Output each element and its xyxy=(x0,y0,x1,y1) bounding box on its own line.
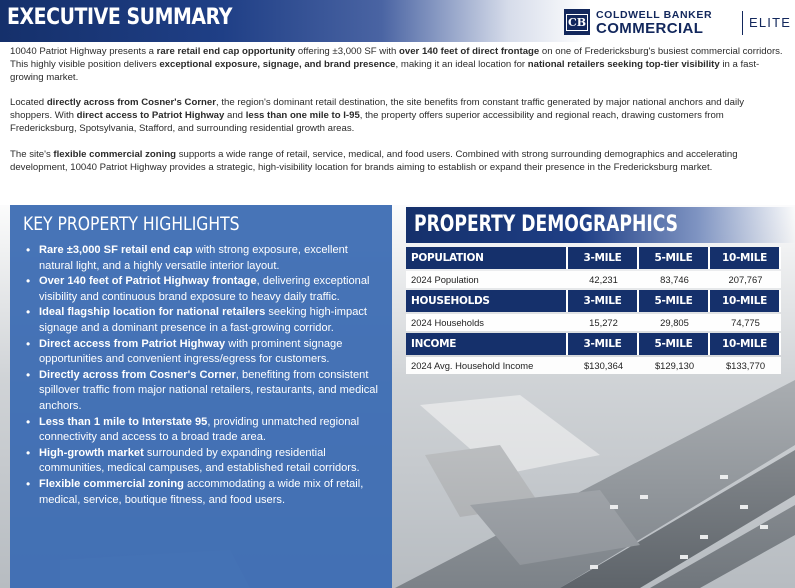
logo-line1: COLDWELL BANKER xyxy=(596,9,713,21)
company-logo xyxy=(564,9,790,37)
demographics-section-heading: INCOME xyxy=(406,333,566,355)
demographics-column-header: 5-MILE xyxy=(639,333,708,355)
demographics-column-header: 3-MILE xyxy=(568,290,637,312)
logo-mark-text: CB xyxy=(567,15,587,29)
intro-bold-text: national retailers seeking top-tier visibility xyxy=(527,59,720,71)
demographics-value: 83,746 xyxy=(660,274,689,285)
demographics-column-header: 10-MILE xyxy=(710,247,779,269)
intro-paragraph-2 xyxy=(10,96,785,135)
intro-text: Located xyxy=(10,97,47,109)
intro-bold-text: over 140 feet of direct frontage xyxy=(399,46,540,57)
demographics-data-row xyxy=(406,357,781,374)
highlight-item xyxy=(23,415,378,446)
highlights-title: KEY PROPERTY HIGHLIGHTS xyxy=(23,213,240,235)
intro-text: , the region's dominant retail destination, the site benefits from constant traffic generated by major national anchors and daily shoppers. With xyxy=(10,97,745,122)
intro-text: , the property offers superior accessibility and regional reach, drawing customers from Fredericksburg, Spotsylvania, Stafford, and surrounding residential growth areas. xyxy=(10,110,724,135)
demographics-data-row xyxy=(406,271,781,288)
highlight-bold: Direct access from Patriot Highway xyxy=(39,337,226,350)
intro-bold-text: flexible commercial zoning xyxy=(53,148,177,160)
highlight-item xyxy=(23,305,378,336)
demographics-value: 42,231 xyxy=(589,274,618,285)
intro-bold-text: directly across from Cosner's Corner xyxy=(46,97,216,109)
logo-divider xyxy=(742,11,743,35)
intro-section xyxy=(10,45,785,186)
highlight-text: , delivering exceptional visibility and continuous brand exposure to heavy daily traffic. xyxy=(39,275,370,303)
logo-elite: ELITE xyxy=(749,15,792,30)
demographics-value: 15,272 xyxy=(589,317,618,328)
highlight-bold: Ideal flagship location for national retailers xyxy=(39,306,266,319)
highlight-item xyxy=(23,446,378,477)
highlight-text: accommodating a wide mix of retail, medical, service, boutique fitness, and food users. xyxy=(39,477,364,506)
demographics-row-label: 2024 Avg. Household Income xyxy=(411,360,534,371)
highlight-item xyxy=(23,274,378,305)
highlight-item xyxy=(23,368,378,415)
highlight-bold: Rare ±3,000 SF retail end cap xyxy=(39,244,193,256)
demographics-header-row xyxy=(406,290,781,312)
highlight-bold: Flexible commercial zoning xyxy=(39,477,184,490)
demographics-column-header: 5-MILE xyxy=(639,290,708,312)
intro-text: offering ±3,000 SF with xyxy=(295,46,400,57)
demographics-title: PROPERTY DEMOGRAPHICS xyxy=(414,212,679,237)
highlight-text: surrounded by expanding residential communities, medical campuses, and established retail corridors. xyxy=(39,446,360,475)
demographics-table xyxy=(406,247,781,376)
demographics-row-label: 2024 Population xyxy=(411,274,479,285)
logo-mark-icon xyxy=(564,9,590,35)
highlight-text: with strong exposure, excellent natural light, and a highly versatile interior layout. xyxy=(39,244,348,272)
highlight-bold: Over 140 feet of Patriot Highway frontage xyxy=(39,275,257,288)
highlight-text: seeking high-impact signage and a dominant presence in a fast-growing corridor. xyxy=(39,306,367,334)
demographics-column-header: 5-MILE xyxy=(639,247,708,269)
highlight-item xyxy=(23,243,378,274)
demographics-value: 74,775 xyxy=(731,317,760,328)
demographics-column-header: 3-MILE xyxy=(568,247,637,269)
demographics-header-row xyxy=(406,333,781,355)
highlight-text: , benefiting from consistent spillover traffic from major national retailers, restaurants, and medical anchors. xyxy=(39,368,378,412)
intro-bold-text: exceptional exposure, signage, and brand presence xyxy=(159,59,396,71)
demographics-value: 29,805 xyxy=(660,317,689,328)
intro-bold-text: rare retail end cap opportunity xyxy=(156,46,296,57)
key-highlights-panel xyxy=(10,205,392,588)
demographics-header-row xyxy=(406,247,781,269)
highlight-item xyxy=(23,337,378,368)
demographics-data-row xyxy=(406,314,781,331)
demographics-value: $129,130 xyxy=(654,360,695,371)
intro-paragraph-3 xyxy=(10,148,785,174)
intro-text: on one of Fredericksburg's busiest commercial corridors. This highly visible position delivers xyxy=(10,46,783,71)
intro-text: supports a wide range of retail, service, medical, and food users. Combined with strong surrounding demographics and accelerating development, 10040 Patriot Highway provides a strategic, high-visibility location for brands aiming to establish or expand their presence in the Fredericksburg market. xyxy=(10,148,738,173)
highlight-text: with prominent signage opportunities and convenient ingress/egress for customers. xyxy=(39,337,343,366)
demographics-row-label: 2024 Households xyxy=(411,317,484,328)
highlight-bold: Directly across from Cosner's Corner xyxy=(39,368,236,381)
intro-paragraph-1 xyxy=(10,45,785,84)
logo-line2: COMMERCIAL xyxy=(596,20,704,37)
highlight-bold: High-growth market xyxy=(39,446,144,459)
intro-text: and xyxy=(224,110,246,122)
demographics-column-header: 10-MILE xyxy=(710,333,779,355)
demographics-title-bar xyxy=(406,207,795,243)
intro-bold-text: less than one mile to I-95 xyxy=(245,110,360,122)
highlight-item xyxy=(23,477,378,508)
intro-bold-text: direct access to Patriot Highway xyxy=(76,110,225,122)
highlight-bold: Less than 1 mile to Interstate 95 xyxy=(39,415,208,428)
demographics-section-heading: HOUSEHOLDS xyxy=(406,290,566,312)
intro-text: The site's xyxy=(10,148,54,160)
demographics-value: 207,767 xyxy=(728,274,763,285)
demographics-column-header: 10-MILE xyxy=(710,290,779,312)
demographics-column-header: 3-MILE xyxy=(568,333,637,355)
intro-text: in a fast-growing market. xyxy=(10,59,760,84)
page-title: EXECUTIVE SUMMARY xyxy=(7,5,232,30)
demographics-value: $130,364 xyxy=(583,360,624,371)
intro-text: , making it an ideal location for xyxy=(395,59,528,71)
demographics-section-heading: POPULATION xyxy=(406,247,566,269)
highlights-list xyxy=(23,243,378,508)
highlight-text: , providing unmatched regional connectivity and access to a broad trade area. xyxy=(39,415,360,444)
demographics-value: $133,770 xyxy=(725,360,766,371)
intro-text: 10040 Patriot Highway presents a xyxy=(10,46,157,57)
